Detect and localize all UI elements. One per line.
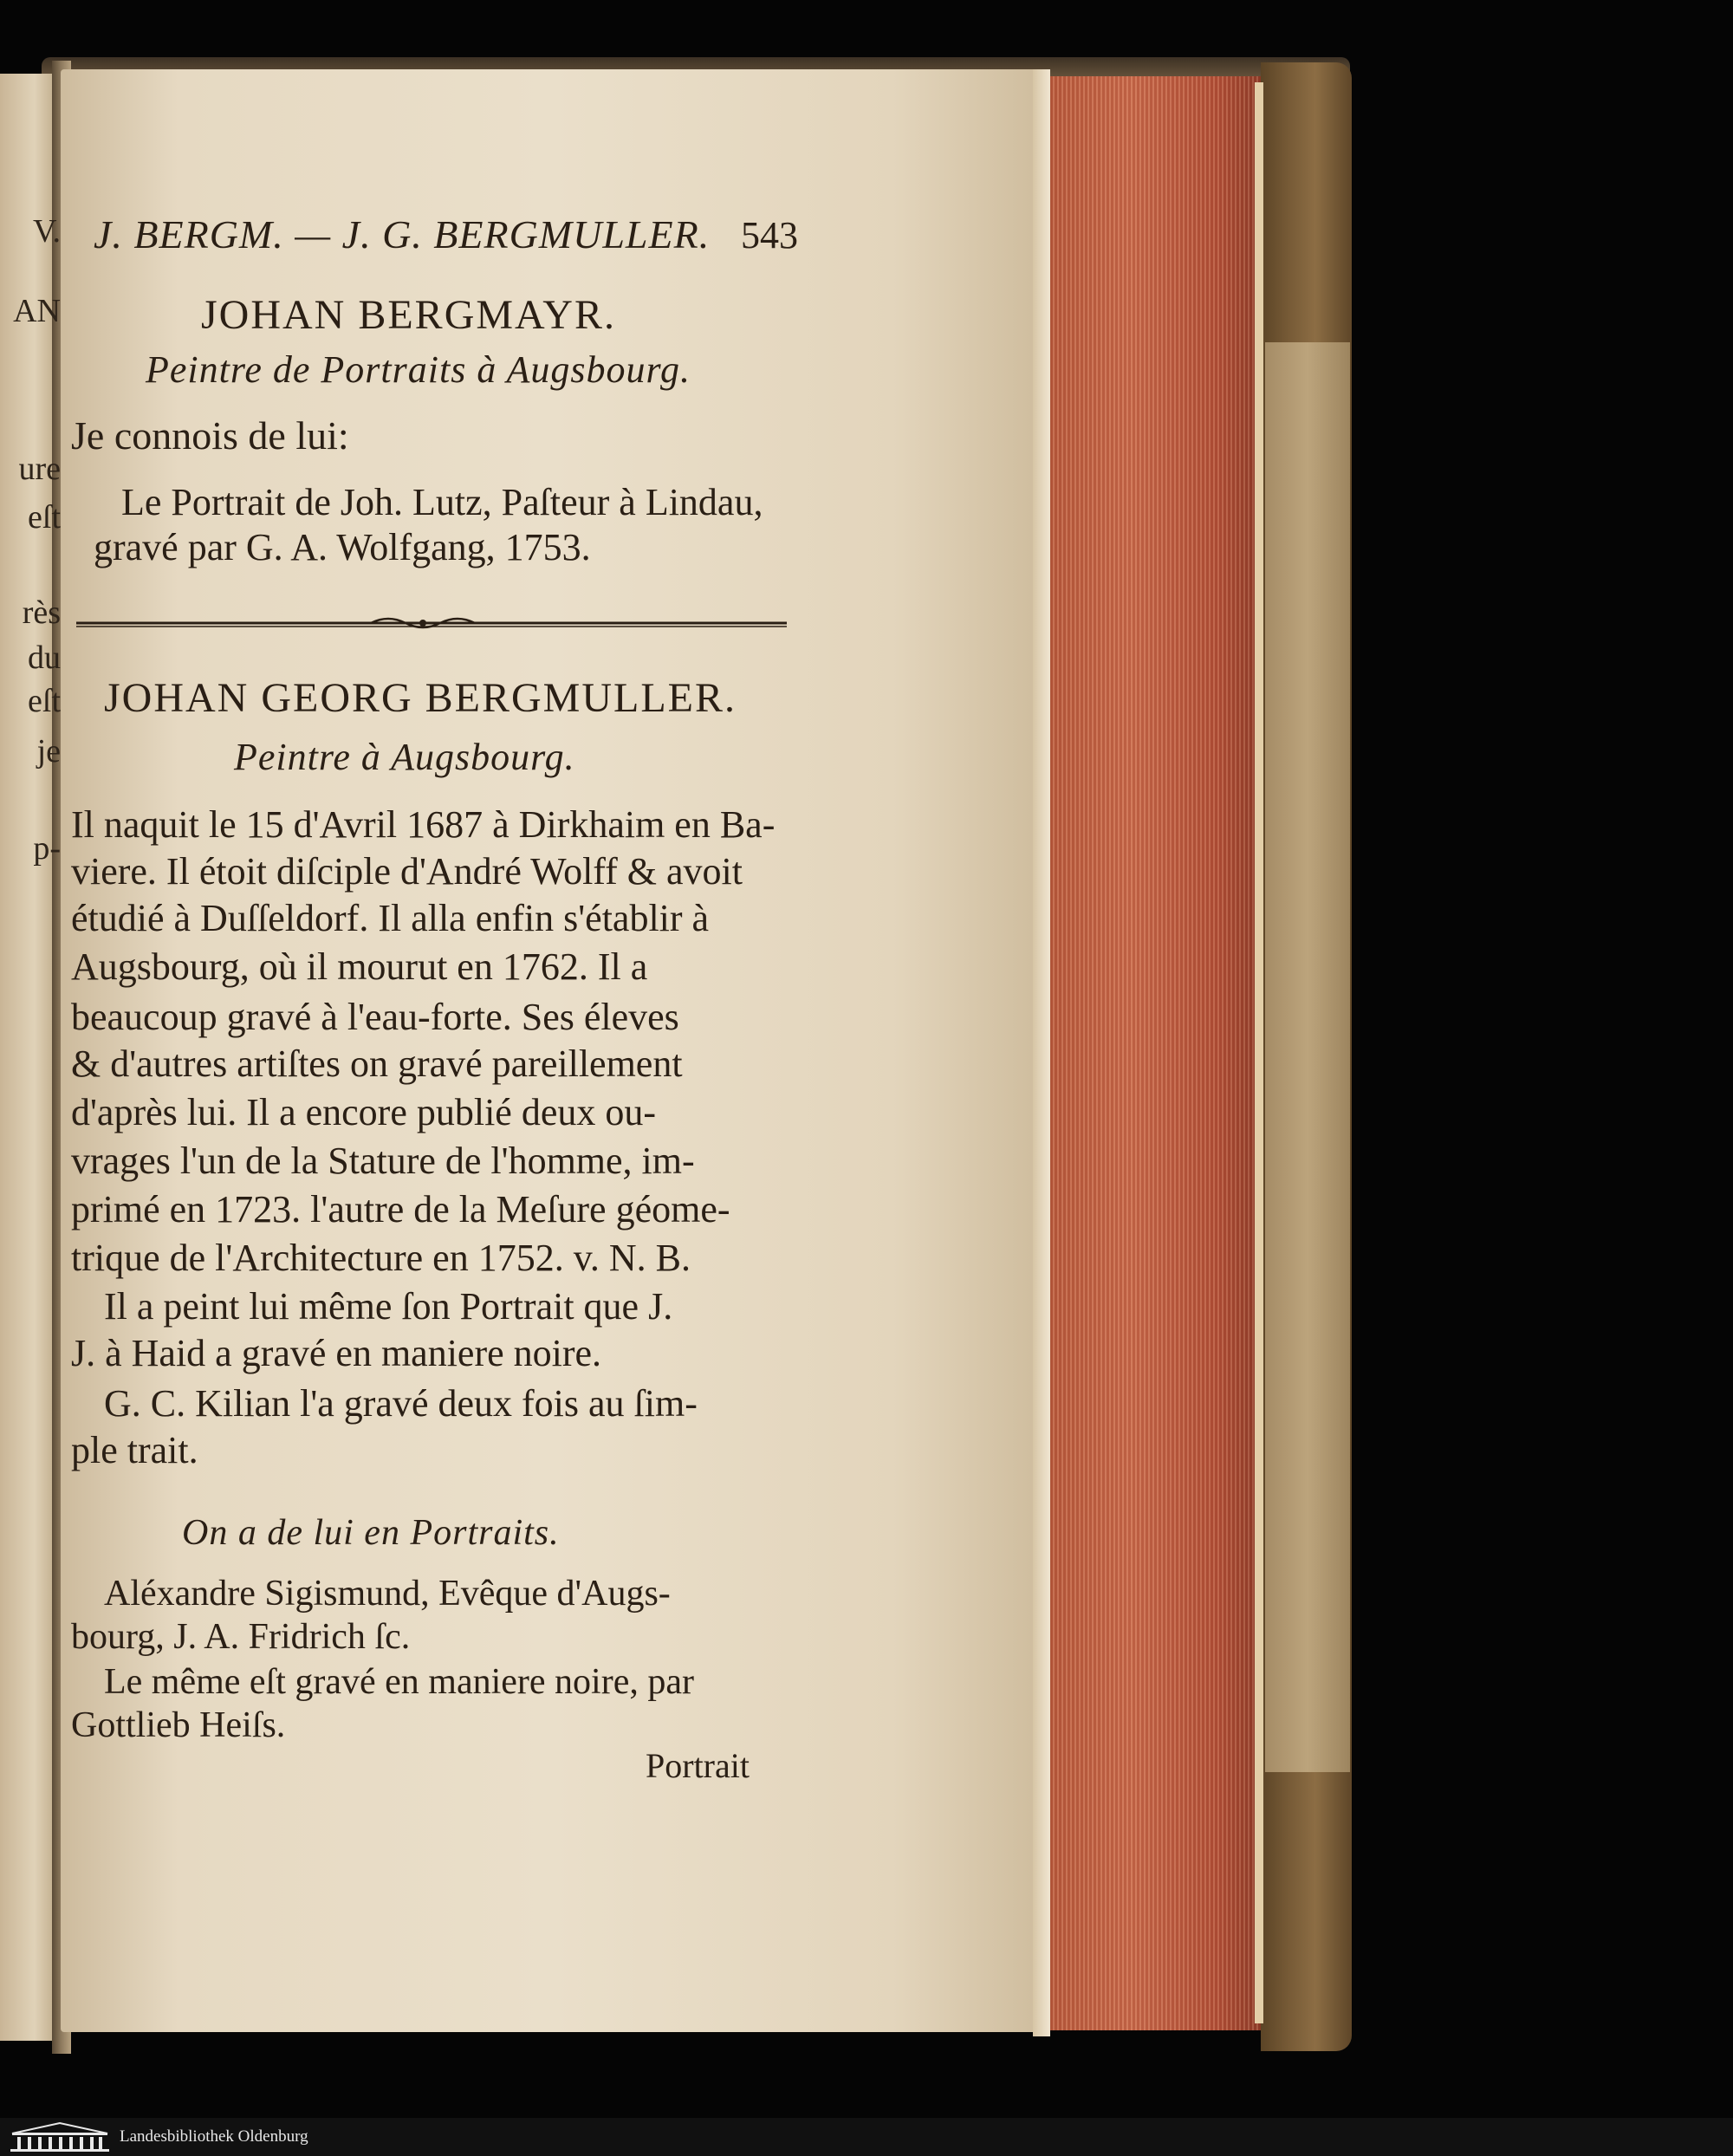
entry1-name: JOHAN BERGMAYR. bbox=[201, 292, 616, 338]
entry2-line: trique de l'Architecture en 1752. v. N. B. bbox=[71, 1237, 691, 1279]
left-fragment: je bbox=[36, 733, 61, 770]
portrait-line: Aléxandre Sigismund, Evêque d'Augs- bbox=[104, 1574, 671, 1614]
left-fragment: AN bbox=[13, 293, 61, 329]
running-head-left: J. BERGM. — bbox=[94, 212, 332, 257]
portrait-line: Gottlieb Heiſs. bbox=[71, 1705, 286, 1745]
cover-board bbox=[1265, 342, 1350, 1772]
entry1-subtitle: Peintre de Portraits à Augsbourg. bbox=[146, 348, 691, 391]
catchword: Portrait bbox=[646, 1746, 750, 1785]
running-head-right: J. G. BERGMULLER. bbox=[341, 212, 711, 257]
footer-library-name: Landesbibliothek Oldenburg bbox=[120, 2127, 308, 2146]
entry2-subtitle: Peintre à Augsbourg. bbox=[234, 736, 575, 778]
left-fragment: du bbox=[28, 640, 61, 676]
entry2-line: J. à Haid a gravé en maniere noire. bbox=[71, 1332, 602, 1374]
entry2-line: Augsbourg, où il mourut en 1762. Il a bbox=[71, 945, 648, 988]
page-edge bbox=[1033, 69, 1050, 2036]
entry2-line: Il a peint lui même ſon Portrait que J. bbox=[104, 1285, 673, 1328]
entry2-line: & d'autres artiſtes on gravé pareillement bbox=[71, 1042, 683, 1085]
footer-bar bbox=[0, 2118, 1733, 2156]
entry2-line: d'après lui. Il a encore publié deux ou- bbox=[71, 1091, 657, 1133]
left-fragment: eſt bbox=[28, 683, 61, 719]
left-fragment: V. bbox=[32, 213, 61, 250]
left-fragment: rès bbox=[22, 594, 61, 631]
running-head bbox=[94, 212, 711, 257]
portrait-line: bourg, J. A. Fridrich ſc. bbox=[71, 1617, 411, 1657]
entry2-line: beaucoup gravé à l'eau-forte. Ses éleves bbox=[71, 996, 679, 1038]
entry2-line: viere. Il étoit diſciple d'André Wolff & avoit bbox=[71, 850, 743, 893]
ornamental-rule bbox=[76, 617, 787, 629]
entry1-line: Le Portrait de Joh. Lutz, Paſteur à Lindau, bbox=[121, 481, 763, 523]
portraits-heading: On a de lui en Portraits. bbox=[182, 1513, 560, 1553]
entry2-line: vrages l'un de la Stature de l'homme, im- bbox=[71, 1140, 695, 1182]
red-fore-edge bbox=[1044, 76, 1261, 2030]
entry2-line: primé en 1723. l'autre de la Meſure géome- bbox=[71, 1188, 730, 1231]
left-fragment: ure bbox=[18, 451, 61, 487]
left-fragment: p- bbox=[33, 830, 61, 867]
left-fragment: eſt bbox=[28, 499, 61, 536]
portrait-line: Le même eſt gravé en maniere noire, par bbox=[104, 1662, 694, 1702]
entry2-line: Il naquit le 15 d'Avril 1687 à Dirkhaim en Ba- bbox=[71, 803, 776, 846]
entry1-line: gravé par G. A. Wolfgang, 1753. bbox=[94, 526, 591, 568]
fore-edge-margin bbox=[1255, 82, 1263, 2023]
library-building-icon bbox=[9, 2121, 111, 2153]
page-number: 543 bbox=[741, 214, 798, 257]
entry1-intro: Je connois de lui: bbox=[71, 413, 349, 458]
entry2-line: ple trait. bbox=[71, 1429, 198, 1471]
entry2-line: étudié à Duſſeldorf. Il alla enfin s'établir à bbox=[71, 897, 710, 939]
entry2-name: JOHAN GEORG BERGMULLER. bbox=[104, 675, 737, 721]
entry2-line: G. C. Kilian l'a gravé deux fois au ſim- bbox=[104, 1382, 698, 1425]
